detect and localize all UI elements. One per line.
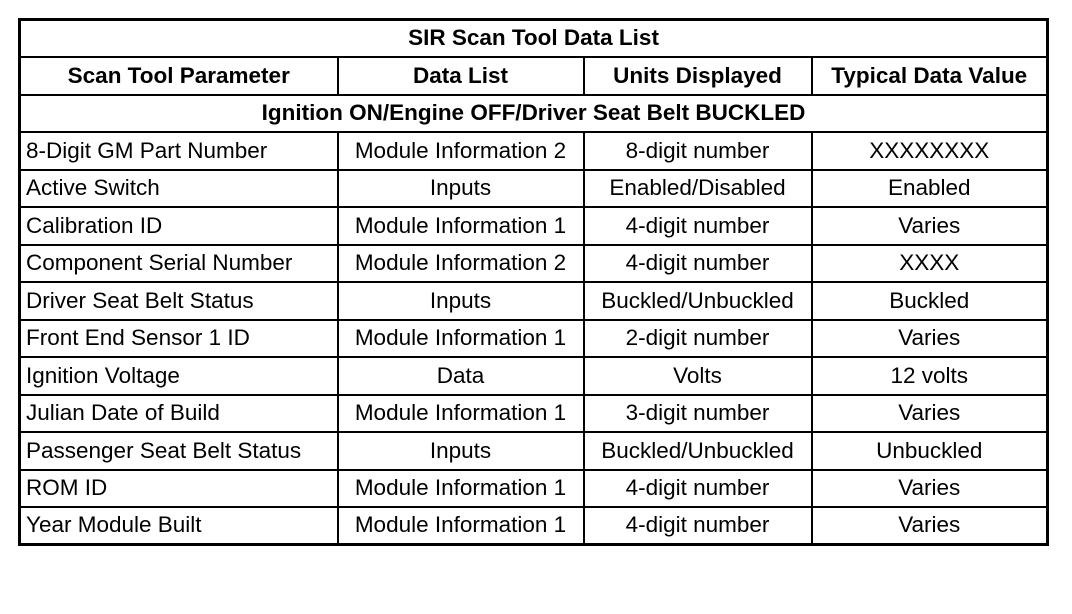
parameter-cell: Driver Seat Belt Status <box>20 282 338 320</box>
data-list-cell: Inputs <box>338 282 584 320</box>
column-header-data-list: Data List <box>338 57 584 95</box>
table-title: SIR Scan Tool Data List <box>20 20 1048 58</box>
units-cell: Buckled/Unbuckled <box>584 282 812 320</box>
table-row <box>20 282 1048 320</box>
data-list-cell: Module Information 1 <box>338 470 584 508</box>
table-row <box>20 132 1048 170</box>
typical-value-cell: Varies <box>812 395 1048 433</box>
data-list-cell: Module Information 1 <box>338 207 584 245</box>
table-row <box>20 507 1048 545</box>
typical-value-cell: Unbuckled <box>812 432 1048 470</box>
parameter-cell: Year Module Built <box>20 507 338 545</box>
units-cell: 4-digit number <box>584 245 812 283</box>
parameter-cell: Active Switch <box>20 170 338 208</box>
units-cell: Enabled/Disabled <box>584 170 812 208</box>
typical-value-cell: 12 volts <box>812 357 1048 395</box>
typical-value-cell: Varies <box>812 470 1048 508</box>
units-cell: Buckled/Unbuckled <box>584 432 812 470</box>
data-list-cell: Inputs <box>338 432 584 470</box>
data-list-cell: Module Information 1 <box>338 507 584 545</box>
table-row <box>20 245 1048 283</box>
parameter-cell: Front End Sensor 1 ID <box>20 320 338 358</box>
typical-value-cell: Enabled <box>812 170 1048 208</box>
sir-scan-tool-data-table <box>18 18 1049 546</box>
table-row <box>20 207 1048 245</box>
typical-value-cell: XXXX <box>812 245 1048 283</box>
title-row <box>20 20 1048 58</box>
table-row <box>20 320 1048 358</box>
parameter-cell: 8-Digit GM Part Number <box>20 132 338 170</box>
parameter-cell: Julian Date of Build <box>20 395 338 433</box>
units-cell: 8-digit number <box>584 132 812 170</box>
table-row <box>20 470 1048 508</box>
data-list-cell: Module Information 1 <box>338 320 584 358</box>
data-list-cell: Data <box>338 357 584 395</box>
column-header-typical-value: Typical Data Value <box>812 57 1048 95</box>
table-row <box>20 395 1048 433</box>
typical-value-cell: Varies <box>812 207 1048 245</box>
units-cell: 3-digit number <box>584 395 812 433</box>
units-cell: 4-digit number <box>584 207 812 245</box>
table-row <box>20 357 1048 395</box>
column-header-parameter: Scan Tool Parameter <box>20 57 338 95</box>
typical-value-cell: Varies <box>812 320 1048 358</box>
data-list-cell: Inputs <box>338 170 584 208</box>
units-cell: 4-digit number <box>584 470 812 508</box>
column-header-units: Units Displayed <box>584 57 812 95</box>
typical-value-cell: Varies <box>812 507 1048 545</box>
test-condition: Ignition ON/Engine OFF/Driver Seat Belt BUCKLED <box>20 95 1048 133</box>
table-row <box>20 432 1048 470</box>
units-cell: 4-digit number <box>584 507 812 545</box>
parameter-cell: Ignition Voltage <box>20 357 338 395</box>
parameter-cell: Component Serial Number <box>20 245 338 283</box>
units-cell: 2-digit number <box>584 320 812 358</box>
parameter-cell: Calibration ID <box>20 207 338 245</box>
condition-row <box>20 95 1048 133</box>
parameter-cell: Passenger Seat Belt Status <box>20 432 338 470</box>
data-list-cell: Module Information 2 <box>338 245 584 283</box>
data-list-cell: Module Information 2 <box>338 132 584 170</box>
header-row <box>20 57 1048 95</box>
units-cell: Volts <box>584 357 812 395</box>
table-row <box>20 170 1048 208</box>
data-list-cell: Module Information 1 <box>338 395 584 433</box>
typical-value-cell: XXXXXXXX <box>812 132 1048 170</box>
parameter-cell: ROM ID <box>20 470 338 508</box>
typical-value-cell: Buckled <box>812 282 1048 320</box>
table-body <box>20 132 1048 545</box>
